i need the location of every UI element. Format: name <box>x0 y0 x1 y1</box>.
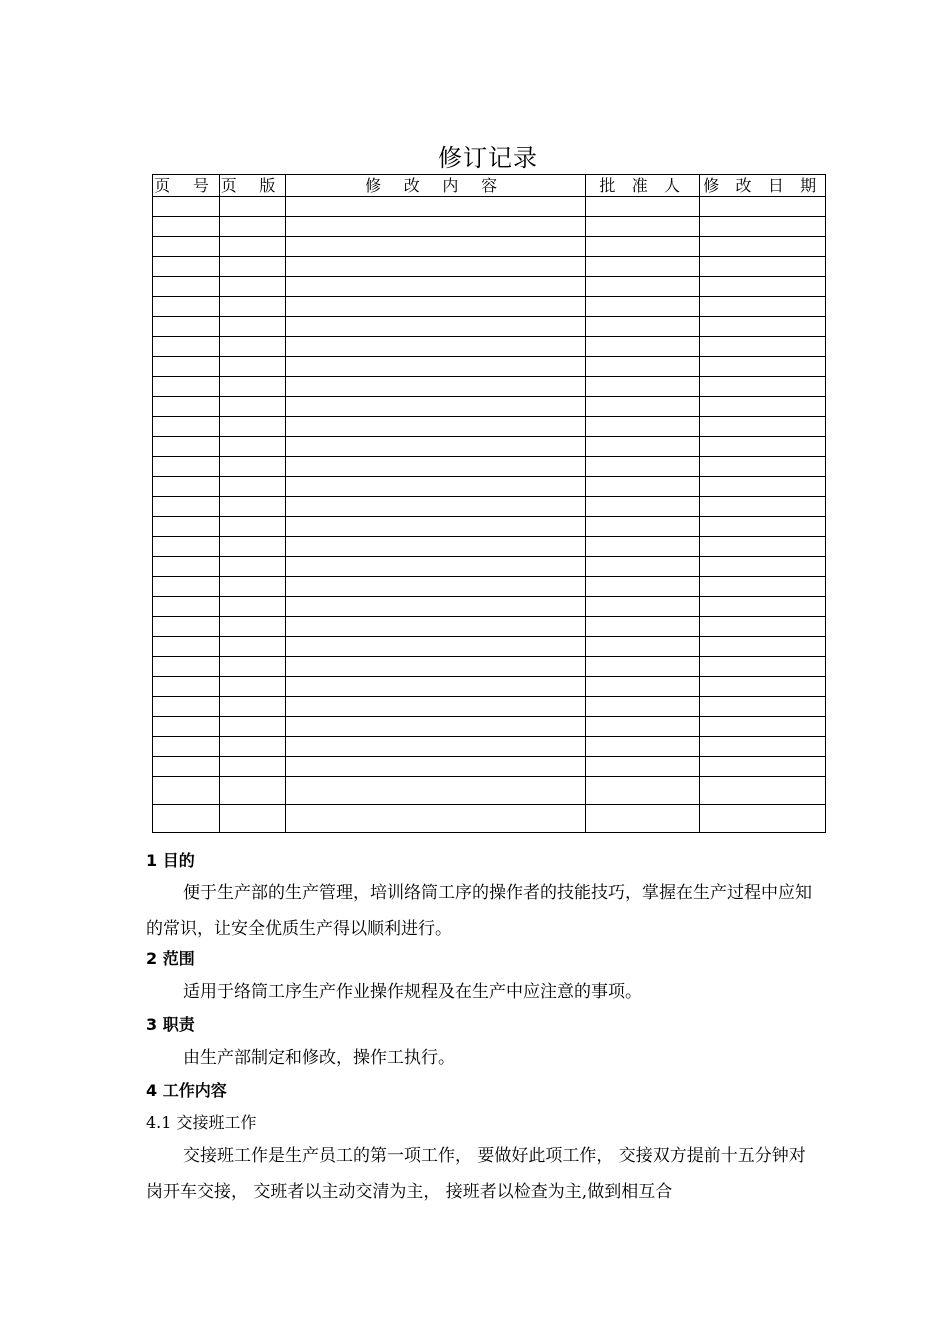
revision-cell <box>700 717 826 737</box>
revision-cell <box>700 257 826 277</box>
revision-cell <box>700 697 826 717</box>
revision-cell <box>220 697 286 717</box>
revision-cell <box>700 237 826 257</box>
revision-row <box>153 457 826 477</box>
revision-cell <box>700 597 826 617</box>
revision-cell <box>700 677 826 697</box>
revision-cell <box>586 697 700 717</box>
revision-cell <box>286 537 586 557</box>
revision-cell <box>586 737 700 757</box>
revision-cell <box>286 637 586 657</box>
revision-row <box>153 437 826 457</box>
revision-cell <box>286 317 586 337</box>
revision-cell <box>220 657 286 677</box>
revision-cell <box>286 597 586 617</box>
revision-cell <box>153 577 220 597</box>
section-2-heading: 2 范围 <box>146 949 195 968</box>
revision-cell <box>220 317 286 337</box>
revision-cell <box>220 217 286 237</box>
revision-row <box>153 397 826 417</box>
revision-row <box>153 577 826 597</box>
revision-cell <box>586 377 700 397</box>
revision-cell <box>220 677 286 697</box>
revision-cell <box>586 397 700 417</box>
revision-cell <box>220 517 286 537</box>
revision-cell <box>153 657 220 677</box>
revision-row <box>153 477 826 497</box>
revision-row <box>153 805 826 833</box>
revision-cell <box>586 497 700 517</box>
revision-row <box>153 357 826 377</box>
revision-cell <box>153 377 220 397</box>
revision-cell <box>700 777 826 805</box>
revision-row <box>153 777 826 805</box>
revision-cell <box>286 497 586 517</box>
revision-cell <box>586 317 700 337</box>
revision-cell <box>153 737 220 757</box>
revision-cell <box>220 457 286 477</box>
revision-row <box>153 277 826 297</box>
revision-cell <box>286 437 586 457</box>
revision-cell <box>286 277 586 297</box>
revision-cell <box>586 337 700 357</box>
revision-cell <box>153 537 220 557</box>
revision-row <box>153 237 826 257</box>
revision-cell <box>153 497 220 517</box>
revision-cell <box>586 717 700 737</box>
revision-cell <box>286 297 586 317</box>
revision-table-body <box>153 197 826 833</box>
section-3-heading: 3 职责 <box>146 1015 195 1034</box>
section-1-heading: 1 目的 <box>146 851 195 870</box>
revision-cell <box>700 217 826 237</box>
revision-cell <box>586 197 700 217</box>
revision-cell <box>700 457 826 477</box>
revision-cell <box>700 497 826 517</box>
revision-cell <box>153 777 220 805</box>
revision-row <box>153 657 826 677</box>
revision-cell <box>286 677 586 697</box>
revision-cell <box>286 717 586 737</box>
revision-cell <box>153 217 220 237</box>
revision-cell <box>220 277 286 297</box>
revision-row <box>153 377 826 397</box>
revision-cell <box>153 477 220 497</box>
revision-cell <box>220 777 286 805</box>
revision-cell <box>586 657 700 677</box>
revision-cell <box>700 437 826 457</box>
revision-cell <box>700 637 826 657</box>
header-change-date: 修 改 日 期 <box>700 175 826 197</box>
revision-row <box>153 597 826 617</box>
revision-cell <box>700 557 826 577</box>
section-4-heading: 4 工作内容 <box>146 1081 227 1100</box>
revision-cell <box>286 357 586 377</box>
revision-cell <box>220 377 286 397</box>
section-1-body: 便于生产部的生产管理，培训络筒工序的操作者的技能技巧，掌握在生产过程中应知的常识，让安全优质生产得以顺利进行。 <box>146 883 812 939</box>
revision-cell <box>153 517 220 537</box>
revision-cell <box>586 257 700 277</box>
revision-cell <box>700 617 826 637</box>
revision-title: 修订记录 <box>438 144 538 172</box>
revision-row <box>153 757 826 777</box>
revision-cell <box>153 277 220 297</box>
revision-header-row <box>153 175 826 197</box>
revision-cell <box>586 637 700 657</box>
revision-cell <box>153 557 220 577</box>
revision-cell <box>286 337 586 357</box>
revision-cell <box>586 597 700 617</box>
revision-cell <box>700 537 826 557</box>
revision-row <box>153 497 826 517</box>
revision-cell <box>586 805 700 833</box>
revision-row <box>153 297 826 317</box>
revision-cell <box>286 417 586 437</box>
revision-cell <box>586 217 700 237</box>
revision-cell <box>586 457 700 477</box>
revision-cell <box>220 617 286 637</box>
revision-cell <box>700 337 826 357</box>
revision-cell <box>153 757 220 777</box>
revision-cell <box>153 397 220 417</box>
revision-cell <box>220 805 286 833</box>
revision-cell <box>286 805 586 833</box>
revision-cell <box>586 357 700 377</box>
revision-cell <box>220 757 286 777</box>
revision-cell <box>700 197 826 217</box>
revision-table <box>152 174 826 833</box>
revision-cell <box>220 197 286 217</box>
revision-row <box>153 417 826 437</box>
revision-cell <box>220 337 286 357</box>
revision-cell <box>220 437 286 457</box>
revision-cell <box>220 557 286 577</box>
revision-cell <box>700 517 826 537</box>
revision-cell <box>286 517 586 537</box>
revision-cell <box>286 737 586 757</box>
revision-cell <box>700 417 826 437</box>
revision-cell <box>286 777 586 805</box>
header-page-no: 页 号 <box>154 176 218 195</box>
revision-cell <box>153 317 220 337</box>
revision-cell <box>220 537 286 557</box>
revision-cell <box>586 277 700 297</box>
revision-row <box>153 697 826 717</box>
revision-cell <box>286 457 586 477</box>
revision-cell <box>286 657 586 677</box>
revision-cell <box>586 677 700 697</box>
revision-cell <box>153 457 220 477</box>
section-4-1-body: 交接班工作是生产员工的第一项工作， 要做好此项工作， 交接双方提前十五分钟对岗开车交接， 交班者以主动交清为主， 接班者以检查为主,做到相互合 <box>146 1146 806 1202</box>
revision-cell <box>220 497 286 517</box>
revision-cell <box>586 577 700 597</box>
revision-cell <box>220 637 286 657</box>
revision-cell <box>700 805 826 833</box>
revision-cell <box>220 597 286 617</box>
revision-cell <box>700 577 826 597</box>
revision-cell <box>586 437 700 457</box>
revision-cell <box>286 477 586 497</box>
revision-row <box>153 257 826 277</box>
revision-row <box>153 557 826 577</box>
revision-row <box>153 217 826 237</box>
revision-cell <box>586 757 700 777</box>
revision-cell <box>586 237 700 257</box>
revision-cell <box>220 417 286 437</box>
revision-cell <box>586 537 700 557</box>
revision-cell <box>153 697 220 717</box>
revision-cell <box>153 297 220 317</box>
revision-cell <box>286 217 586 237</box>
revision-cell <box>220 257 286 277</box>
revision-cell <box>286 757 586 777</box>
revision-row <box>153 617 826 637</box>
revision-cell <box>700 757 826 777</box>
revision-cell <box>586 517 700 537</box>
revision-cell <box>153 357 220 377</box>
revision-cell <box>286 557 586 577</box>
revision-cell <box>586 297 700 317</box>
revision-cell <box>286 697 586 717</box>
revision-cell <box>220 397 286 417</box>
revision-cell <box>286 577 586 597</box>
revision-cell <box>286 197 586 217</box>
revision-cell <box>220 577 286 597</box>
revision-cell <box>700 657 826 677</box>
revision-cell <box>153 717 220 737</box>
revision-cell <box>153 637 220 657</box>
revision-cell <box>220 237 286 257</box>
revision-cell <box>586 477 700 497</box>
revision-cell <box>700 357 826 377</box>
revision-cell <box>286 377 586 397</box>
revision-cell <box>153 197 220 217</box>
revision-cell <box>220 477 286 497</box>
section-3-body: 由生产部制定和修改，操作工执行。 <box>183 1048 455 1068</box>
revision-cell <box>700 317 826 337</box>
revision-cell <box>586 777 700 805</box>
revision-cell <box>220 717 286 737</box>
revision-cell <box>153 337 220 357</box>
revision-cell <box>586 557 700 577</box>
revision-row <box>153 197 826 217</box>
revision-cell <box>700 477 826 497</box>
revision-cell <box>220 737 286 757</box>
revision-cell <box>220 357 286 377</box>
revision-cell <box>153 597 220 617</box>
revision-cell <box>586 617 700 637</box>
header-change-content: 修 改 内 容 <box>286 175 586 197</box>
header-approver: 批 准 人 <box>586 175 700 197</box>
revision-cell <box>153 805 220 833</box>
revision-cell <box>286 617 586 637</box>
section-4-1-heading: 4.1 交接班工作 <box>146 1113 257 1132</box>
revision-cell <box>700 377 826 397</box>
revision-row <box>153 337 826 357</box>
revision-cell <box>586 417 700 437</box>
revision-cell <box>700 297 826 317</box>
revision-cell <box>286 257 586 277</box>
revision-cell <box>153 617 220 637</box>
revision-row <box>153 317 826 337</box>
revision-cell <box>153 237 220 257</box>
revision-cell <box>220 297 286 317</box>
revision-cell <box>700 397 826 417</box>
revision-cell <box>153 677 220 697</box>
revision-row <box>153 517 826 537</box>
header-page-version: 页 版 <box>220 176 285 195</box>
revision-cell <box>700 277 826 297</box>
revision-cell <box>153 257 220 277</box>
revision-cell <box>286 237 586 257</box>
revision-cell <box>286 397 586 417</box>
revision-cell <box>153 437 220 457</box>
revision-cell <box>700 737 826 757</box>
section-2-body: 适用于络筒工序生产作业操作规程及在生产中应注意的事项。 <box>183 982 642 1002</box>
revision-row <box>153 637 826 657</box>
revision-row <box>153 717 826 737</box>
revision-row <box>153 677 826 697</box>
revision-row <box>153 737 826 757</box>
revision-cell <box>153 417 220 437</box>
revision-row <box>153 537 826 557</box>
